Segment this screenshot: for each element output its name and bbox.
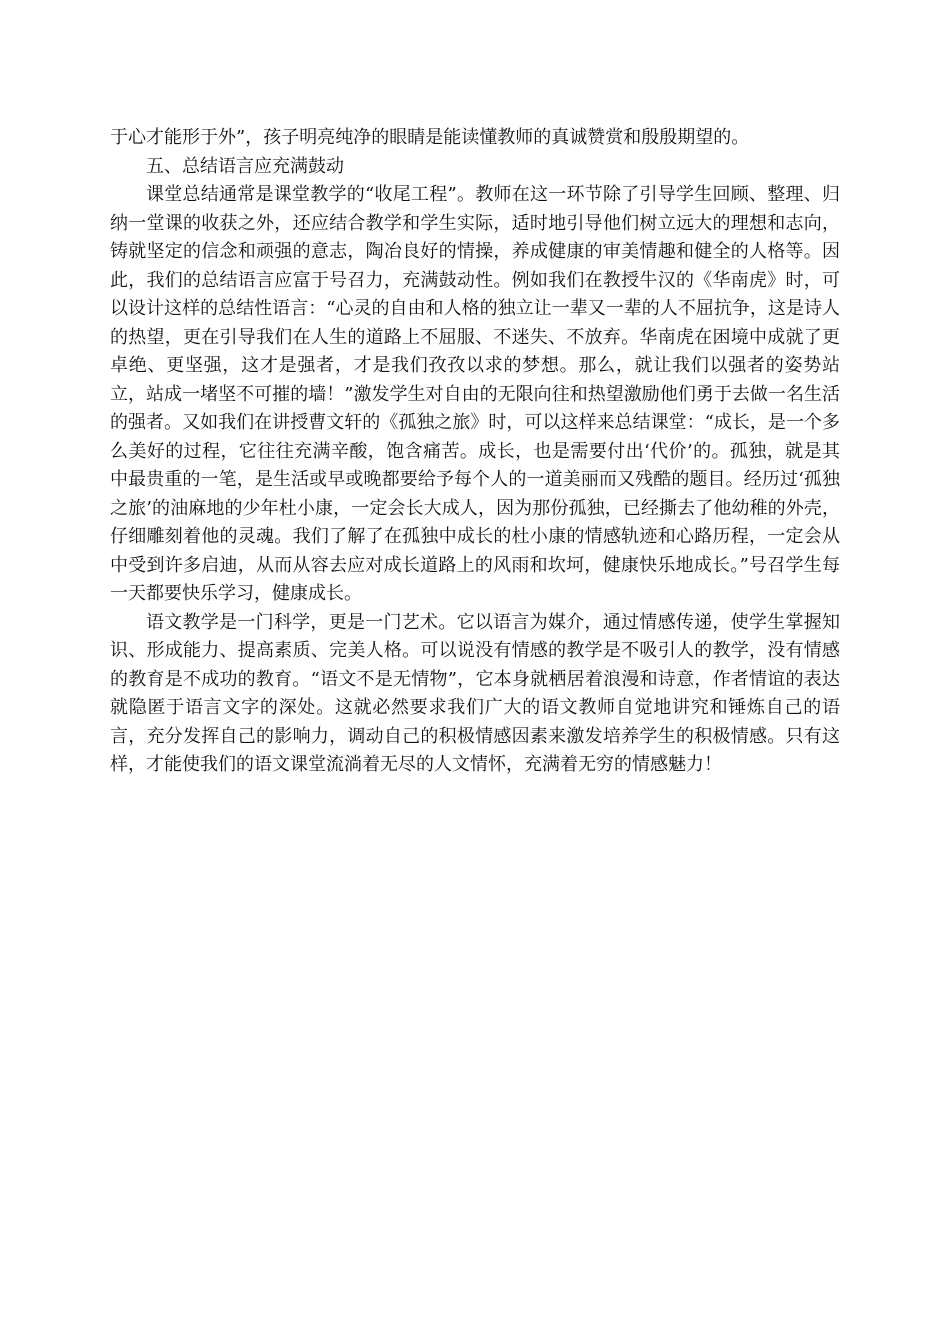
document-body [110,124,840,780]
paragraph-conclusion: 语文教学是一门科学，更是一门艺术。它以语言为媒介，通过情感传递，使学生掌握知识、形成能力、提高素质、完美人格。可以说没有情感的教学是不吸引人的教学，没有情感的教育是不成功的教育。“语文不是无情物”，它本身就栖居着浪漫和诗意，作者情谊的表达就隐匿于语言文字的深处。这就必然要求我们广大的语文教师自觉地讲究和锤炼自己的语言，充分发挥自己的影响力，调动自己的积极情感因素来激发培养学生的积极情感。只有这样，才能使我们的语文课堂流淌着无尽的人文情怀，充满着无穷的情感魅力！ [110,611,840,775]
paragraph-continuation: 于心才能形于外”，孩子明亮纯净的眼睛是能读懂教师的真诚赞赏和殷殷期望的。 [110,127,750,148]
section-heading: 五、总结语言应充满鼓动 [146,155,344,177]
paragraph-summary-language: 课堂总结通常是课堂教学的“收尾工程”。教师在这一环节除了引导学生回顾、整理、归纳一堂课的收获之外，还应结合教学和学生实际，适时地引导他们树立远大的理想和志向，铸就坚定的信念和顽强的意志，陶冶良好的情操，养成健康的审美情趣和健全的人格等。因此，我们的总结语言应富于号召力，充满鼓动性。例如我们在教授牛汉的《华南虎》时，可以设计这样的总结性语言：“心灵的自由和人格的独立让一辈又一辈的人不屈抗争，这是诗人的热望，更在引导我们在人生的道路上不屈服、不迷失、不放弃。华南虎在困境中成就了更卓绝、更坚强，这才是强者，才是我们孜孜以求的梦想。那么，就让我们以强者的姿势站立，站成一堵坚不可摧的墙！”激发学生对自由的无限向往和热望激励他们勇于去做一名生活的强者。又如我们在讲授曹文轩的《孤独之旅》时，可以这样来总结课堂：“成长，是一个多么美好的过程，它往往充满辛酸，饱含痛苦。成长，也是需要付出‘代价’的。孤独，就是其中最贵重的一笔，是生活或早或晚都要给予每个人的一道美丽而又残酷的题目。经历过‘孤独之旅’的油麻地的少年杜小康，一定会长大成人，因为那份孤独，已经撕去了他幼稚的外壳，仔细雕刻着他的灵魂。我们了解了在孤独中成长的杜小康的情感轨迹和心路历程，一定会从中受到许多启迪，从而从容去应对成长道路上的风雨和坎坷，健康快乐地成长。”号召学生每一天都要快乐学习，健康成长。 [110,184,840,604]
